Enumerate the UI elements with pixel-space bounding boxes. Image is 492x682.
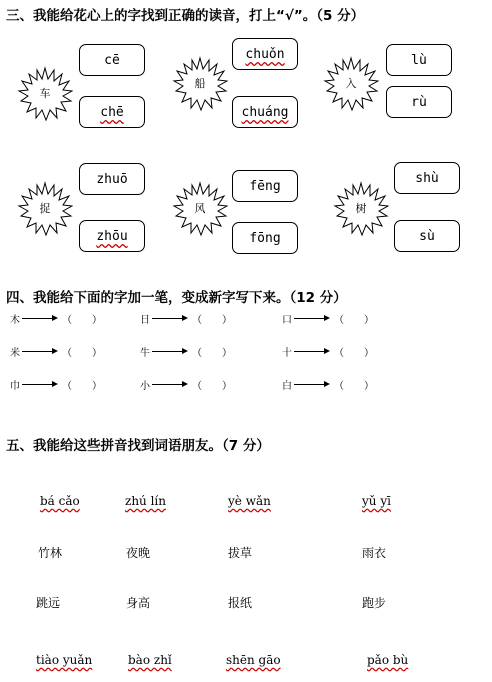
flower-char: 车	[39, 87, 51, 100]
pinyin-label: bào zhǐ	[128, 653, 172, 667]
pinyin-option[interactable]: chuáng	[232, 96, 298, 128]
word-item[interactable]: 拔草	[228, 546, 253, 560]
answer-blank[interactable]: （ ）	[192, 380, 232, 392]
answer-blank[interactable]: （ ）	[334, 347, 374, 359]
answer-blank[interactable]: （ ）	[62, 347, 102, 359]
word-item[interactable]: 夜晚	[126, 546, 151, 560]
pinyin-option[interactable]: shù	[394, 162, 460, 194]
arrow-right-icon	[152, 384, 186, 385]
arrow-right-icon	[294, 318, 328, 319]
pinyin-option[interactable]: zhōu	[79, 220, 145, 252]
flower-入	[323, 56, 379, 112]
arrow-right-icon	[22, 351, 56, 352]
pinyin-option[interactable]: chuǒn	[232, 38, 298, 70]
pinyin-label: shēn gāo	[226, 653, 281, 667]
add-stroke-item: 小 （ ）	[140, 377, 232, 391]
add-stroke-item: 口 （ ）	[282, 311, 374, 325]
arrow-right-icon	[22, 318, 56, 319]
flower-树	[333, 181, 389, 237]
section5-heading: 五、我能给这些拼音找到词语朋友。（7 分）	[6, 438, 270, 454]
pinyin-label: pǎo bù	[367, 653, 409, 667]
pinyin-label: bá cǎo	[40, 494, 80, 508]
answer-blank[interactable]: （ ）	[62, 314, 102, 326]
flower-char: 捉	[39, 202, 51, 215]
word-item[interactable]: 竹林	[38, 546, 63, 560]
word-item[interactable]: 跑步	[362, 596, 387, 610]
pinyin-option[interactable]: sù	[394, 220, 460, 252]
pinyin-label: tiào yuǎn	[36, 653, 93, 667]
add-stroke-item: 十 （ ）	[282, 344, 374, 358]
add-stroke-item: 巾 （ ）	[10, 377, 102, 391]
flower-捉	[17, 181, 73, 237]
add-stroke-item: 牛 （ ）	[140, 344, 232, 358]
word-item[interactable]: 报纸	[228, 596, 253, 610]
flower-char: 风	[194, 202, 206, 215]
answer-blank[interactable]: （ ）	[334, 314, 374, 326]
answer-blank[interactable]: （ ）	[334, 380, 374, 392]
arrow-right-icon	[294, 384, 328, 385]
pinyin-option[interactable]: fēng	[232, 170, 298, 202]
word-item[interactable]: 身高	[126, 596, 151, 610]
add-stroke-item: 木 （ ）	[10, 311, 102, 325]
arrow-right-icon	[22, 384, 56, 385]
pinyin-label: yè wǎn	[228, 494, 271, 508]
flower-char: 船	[194, 77, 206, 90]
answer-blank[interactable]: （ ）	[192, 314, 232, 326]
pinyin-option[interactable]: fōng	[232, 222, 298, 254]
add-stroke-item: 米 （ ）	[10, 344, 102, 358]
pinyin-option[interactable]: chē	[79, 96, 145, 128]
flower-char: 入	[345, 77, 357, 90]
word-item[interactable]: 雨衣	[362, 546, 387, 560]
add-stroke-item: 白 （ ）	[282, 377, 374, 391]
pinyin-option[interactable]: lù	[386, 44, 452, 76]
flower-船	[172, 56, 228, 112]
section3-heading: 三、我能给花心上的字找到正确的读音，打上“√”。（5 分）	[6, 8, 365, 24]
section4-heading: 四、我能给下面的字加一笔，变成新字写下来。（12 分）	[6, 290, 347, 306]
answer-blank[interactable]: （ ）	[192, 347, 232, 359]
pinyin-option[interactable]: rù	[386, 86, 452, 118]
add-stroke-item: 日 （ ）	[140, 311, 232, 325]
pinyin-option[interactable]: zhuō	[79, 163, 145, 195]
pinyin-label: yǔ yī	[362, 494, 391, 508]
word-item[interactable]: 跳远	[36, 596, 61, 610]
answer-blank[interactable]: （ ）	[62, 380, 102, 392]
flower-风	[172, 181, 228, 237]
arrow-right-icon	[294, 351, 328, 352]
pinyin-label: zhú lín	[125, 494, 166, 508]
flower-char: 树	[355, 202, 367, 215]
pinyin-option[interactable]: cē	[79, 44, 145, 76]
flower-车	[17, 66, 73, 122]
arrow-right-icon	[152, 351, 186, 352]
arrow-right-icon	[152, 318, 186, 319]
